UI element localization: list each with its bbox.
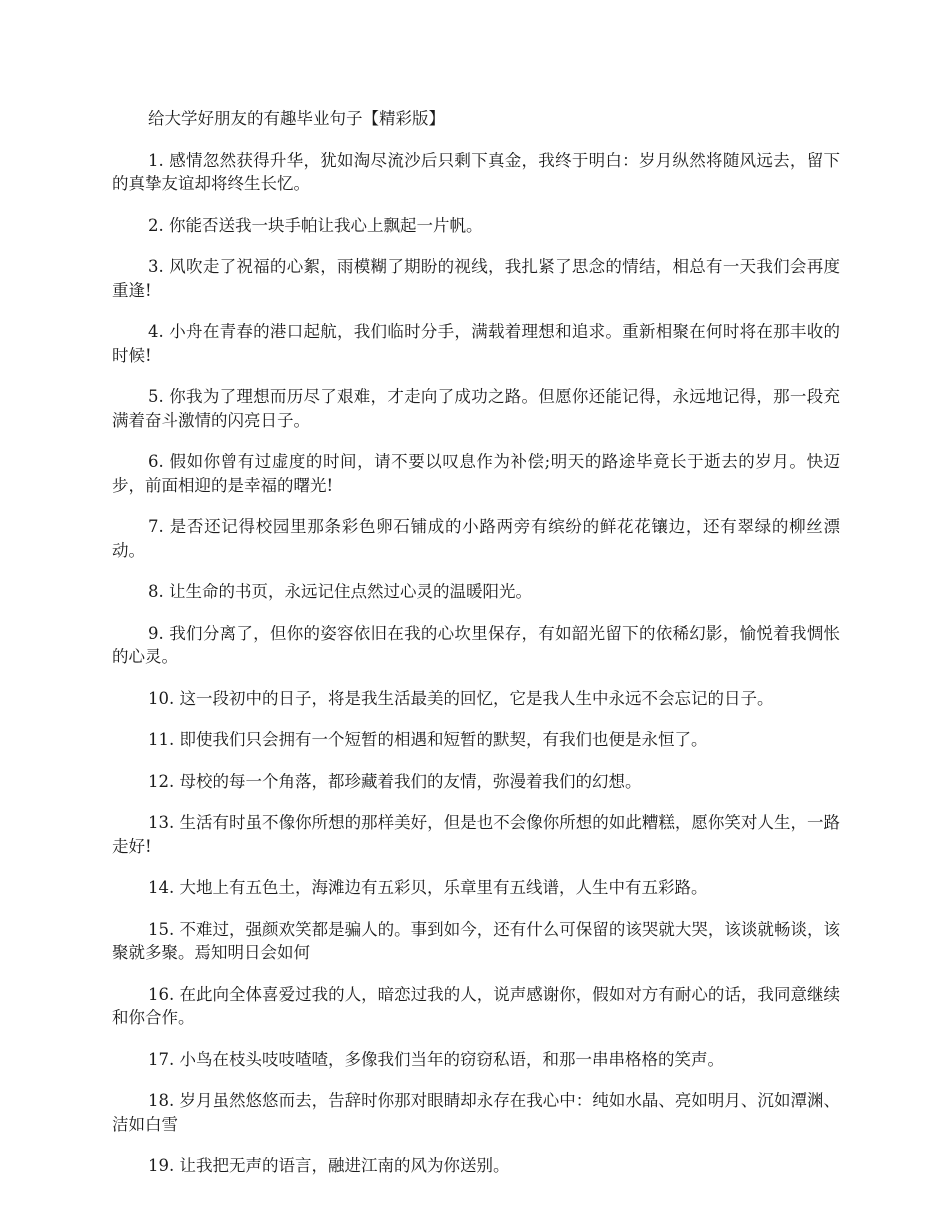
paragraph-16: 16. 在此向全体喜爱过我的人，暗恋过我的人，说声感谢你，假如对方有耐心的话，我同意继续和你合作。 — [112, 984, 840, 1027]
paragraph-1: 1. 感情忽然获得升华，犹如淘尽流沙后只剩下真金，我终于明白：岁月纵然将随风远去，留下的真挚友谊却将终生长忆。 — [112, 150, 840, 193]
paragraph-2: 2. 你能否送我一块手帕让我心上飘起一片帆。 — [148, 215, 483, 235]
paragraph-14: 14. 大地上有五色土，海滩边有五彩贝，乐章里有五线谱，人生中有五彩路。 — [148, 878, 708, 897]
paragraph-10: 10. 这一段初中的日子，将是我生活最美的回忆，它是我人生中永远不会忘记的日子。 — [148, 688, 774, 708]
paragraph-6: 6. 假如你曾有过虚度的时间，请不要以叹息作为补偿;明天的路途毕竟长于逝去的岁月。快迈步，前面相迎的是幸福的曙光! — [112, 452, 840, 495]
document-body — [112, 107, 840, 1196]
paragraph-19: 19. 让我把无声的语言，融进江南的风为你送别。 — [148, 1156, 510, 1175]
paragraph-9: 9. 我们分离了，但你的姿容依旧在我的心坎里保存，有如韶光留下的依稀幻影，愉悦着我惆怅的心灵。 — [112, 623, 840, 666]
paragraph-8: 8. 让生命的书页，永远记住点然过心灵的温暖阳光。 — [148, 582, 532, 601]
paragraph-3: 3. 风吹走了祝福的心絮，雨模糊了期盼的视线，我扎紧了思念的情结，相总有一天我们会再度重逢! — [112, 257, 840, 300]
paragraph-4: 4. 小舟在青春的港口起航，我们临时分手，满载着理想和追求。重新相聚在何时将在那丰收的时候! — [112, 322, 840, 365]
paragraph-11: 11. 即使我们只会拥有一个短暂的相遇和短暂的默契，有我们也便是永恒了。 — [148, 730, 708, 749]
document-title: 给大学好朋友的有趣毕业句子【精彩版】 — [148, 109, 445, 128]
paragraph-12: 12. 母校的每一个角落，都珍藏着我们的友情，弥漫着我们的幻想。 — [148, 771, 642, 791]
paragraph-17: 17. 小鸟在枝头吱吱喳喳，多像我们当年的窃窃私语，和那一串串格格的笑声。 — [148, 1049, 724, 1069]
paragraph-15: 15. 不难过，强颜欢笑都是骗人的。事到如今，还有什么可保留的该哭就大哭，该谈就畅谈，该聚就多聚。焉知明日会如何 — [112, 919, 840, 962]
paragraph-13: 13. 生活有时虽不像你所想的那样美好，但是也不会像你所想的如此糟糕，愿你笑对人生，一路走好! — [112, 813, 840, 856]
paragraph-7: 7. 是否还记得校园里那条彩色卵石铺成的小路两旁有缤纷的鲜花花镶边，还有翠绿的柳丝漂动。 — [112, 517, 840, 560]
paragraph-18: 18. 岁月虽然悠悠而去，告辞时你那对眼睛却永存在我心中：纯如水晶、亮如明月、沉如潭渊、洁如白雪 — [112, 1091, 840, 1134]
paragraph-5: 5. 你我为了理想而历尽了艰难，才走向了成功之路。但愿你还能记得，永远地记得，那一段充满着奋斗激情的闪亮日子。 — [112, 387, 840, 430]
